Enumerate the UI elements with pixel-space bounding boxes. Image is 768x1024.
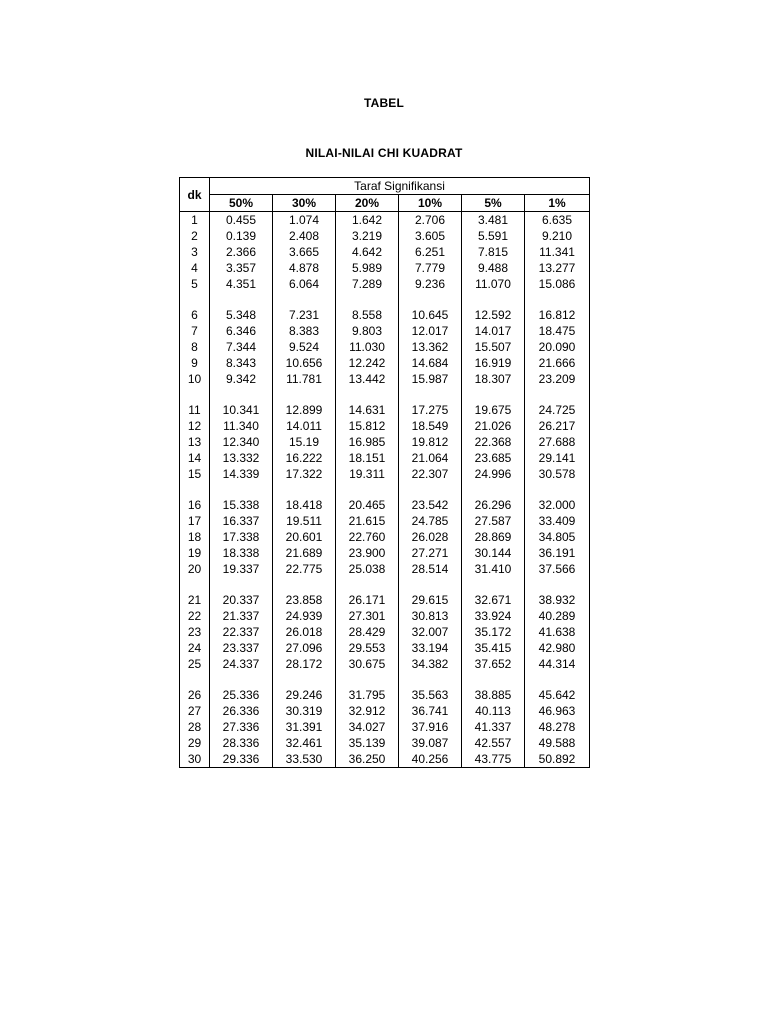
table-row — [180, 624, 590, 640]
value-cell: 27.336 — [210, 719, 273, 735]
value-cell: 20.465 — [336, 497, 399, 513]
table-row — [180, 450, 590, 466]
value-cell: 39.087 — [399, 735, 462, 751]
value-cell: 28.514 — [399, 561, 462, 577]
value-cell: 32.671 — [462, 592, 525, 608]
value-cell: 29.553 — [336, 640, 399, 656]
value-cell: 40.289 — [538, 609, 576, 623]
dk-cell: 22 — [180, 608, 210, 624]
value-cell: 43.775 — [462, 751, 525, 768]
value-cell: 9.342 — [210, 371, 273, 387]
table-row — [180, 703, 590, 719]
value-cell: 7.289 — [336, 276, 399, 292]
value-cell: 24.725 — [538, 403, 576, 417]
dk-cell: 15 — [180, 466, 210, 482]
value-cell: 14.684 — [399, 355, 462, 371]
value-cell: 8.383 — [273, 323, 336, 339]
value-cell: 5.591 — [462, 228, 525, 244]
value-cell: 19.812 — [399, 434, 462, 450]
value-cell: 30.319 — [273, 703, 336, 719]
value-cell: 29.336 — [210, 751, 273, 768]
value-cell: 23.337 — [210, 640, 273, 656]
dk-cell: 7 — [180, 323, 210, 339]
value-cell: 30.578 — [538, 467, 576, 481]
value-cell: 3.219 — [336, 228, 399, 244]
dk-cell: 19 — [180, 545, 210, 561]
value-cell: 1.642 — [336, 212, 399, 229]
column-header: 1% — [525, 195, 590, 212]
value-cell: 7.779 — [399, 260, 462, 276]
value-cell: 36.191 — [538, 546, 576, 560]
value-cell: 19.337 — [210, 561, 273, 577]
value-cell: 14.631 — [336, 402, 399, 418]
value-cell: 0.139 — [210, 228, 273, 244]
table-row — [180, 244, 590, 260]
value-cell: 34.382 — [399, 656, 462, 672]
value-cell: 15.19 — [273, 434, 336, 450]
value-cell: 21.615 — [336, 513, 399, 529]
value-cell: 21.064 — [399, 450, 462, 466]
value-cell: 25.038 — [336, 561, 399, 577]
spacer-row — [180, 672, 590, 687]
spacer-row — [180, 292, 590, 307]
table-title: NILAI-NILAI CHI KUADRAT — [305, 146, 463, 160]
value-cell: 2.408 — [273, 228, 336, 244]
value-cell: 27.096 — [273, 640, 336, 656]
value-cell: 26.336 — [210, 703, 273, 719]
value-cell: 4.351 — [210, 276, 273, 292]
value-cell: 4.642 — [336, 244, 399, 260]
value-cell: 6.064 — [273, 276, 336, 292]
value-cell: 5.989 — [336, 260, 399, 276]
value-cell: 22.337 — [210, 624, 273, 640]
value-cell: 12.899 — [273, 402, 336, 418]
dk-header: dk — [180, 178, 210, 212]
column-header: 5% — [462, 195, 525, 212]
value-cell: 20.601 — [273, 529, 336, 545]
value-cell: 22.307 — [399, 466, 462, 482]
dk-cell: 20 — [180, 561, 210, 577]
value-cell: 19.511 — [273, 513, 336, 529]
value-cell: 27.301 — [336, 608, 399, 624]
table-row — [180, 751, 590, 768]
dk-cell: 26 — [180, 687, 210, 703]
value-cell: 26.171 — [336, 592, 399, 608]
dk-cell: 10 — [180, 371, 210, 387]
value-cell: 9.210 — [542, 229, 573, 243]
table-row — [180, 529, 590, 545]
value-cell: 3.665 — [273, 244, 336, 260]
value-cell: 35.172 — [462, 624, 525, 640]
value-cell: 24.785 — [399, 513, 462, 529]
value-cell: 3.481 — [462, 212, 525, 229]
value-cell: 9.236 — [399, 276, 462, 292]
dk-cell: 28 — [180, 719, 210, 735]
table-row — [180, 640, 590, 656]
value-cell: 34.027 — [336, 719, 399, 735]
value-cell: 34.805 — [538, 530, 576, 544]
value-cell: 15.812 — [336, 418, 399, 434]
value-cell: 28.869 — [462, 529, 525, 545]
column-header: 50% — [210, 195, 273, 212]
value-cell: 18.475 — [538, 324, 576, 338]
dk-cell: 17 — [180, 513, 210, 529]
value-cell: 18.151 — [336, 450, 399, 466]
dk-cell: 27 — [180, 703, 210, 719]
value-cell: 50.892 — [538, 752, 576, 766]
value-cell: 7.231 — [273, 307, 336, 323]
table-row — [180, 561, 590, 577]
value-cell: 12.242 — [336, 355, 399, 371]
dk-cell: 5 — [180, 276, 210, 292]
table-row — [180, 323, 590, 339]
table-row — [180, 260, 590, 276]
value-cell: 7.344 — [210, 339, 273, 355]
value-cell: 27.688 — [538, 435, 576, 449]
dk-cell: 14 — [180, 450, 210, 466]
value-cell: 33.924 — [462, 608, 525, 624]
value-cell: 25.336 — [210, 687, 273, 703]
value-cell: 11.070 — [462, 276, 525, 292]
table-row — [180, 656, 590, 672]
value-cell: 4.878 — [273, 260, 336, 276]
value-cell: 30.813 — [399, 608, 462, 624]
value-cell: 17.338 — [210, 529, 273, 545]
table-row — [180, 355, 590, 371]
value-cell: 15.338 — [210, 497, 273, 513]
value-cell: 2.706 — [399, 212, 462, 229]
value-cell: 6.251 — [399, 244, 462, 260]
value-cell: 31.795 — [336, 687, 399, 703]
value-cell: 11.030 — [336, 339, 399, 355]
value-cell: 29.615 — [399, 592, 462, 608]
dk-cell: 16 — [180, 497, 210, 513]
value-cell: 18.338 — [210, 545, 273, 561]
value-cell: 13.277 — [538, 261, 576, 275]
value-cell: 17.275 — [399, 402, 462, 418]
table-row — [180, 608, 590, 624]
value-cell: 26.028 — [399, 529, 462, 545]
value-cell: 20.090 — [538, 340, 576, 354]
value-cell: 16.919 — [462, 355, 525, 371]
value-cell: 12.340 — [210, 434, 273, 450]
value-cell: 22.775 — [273, 561, 336, 577]
value-cell: 23.542 — [399, 497, 462, 513]
value-cell: 38.885 — [462, 687, 525, 703]
value-cell: 13.362 — [399, 339, 462, 355]
value-cell: 37.652 — [462, 656, 525, 672]
value-cell: 40.256 — [399, 751, 462, 768]
table-row — [180, 371, 590, 387]
value-cell: 18.418 — [273, 497, 336, 513]
table-row — [180, 719, 590, 735]
value-cell: 0.455 — [210, 212, 273, 229]
value-cell: 9.488 — [462, 260, 525, 276]
value-cell: 15.987 — [399, 371, 462, 387]
dk-cell: 3 — [180, 244, 210, 260]
value-cell: 14.339 — [210, 466, 273, 482]
value-cell: 16.222 — [273, 450, 336, 466]
value-cell: 6.635 — [542, 213, 573, 227]
value-cell: 9.803 — [336, 323, 399, 339]
value-cell: 41.337 — [462, 719, 525, 735]
value-cell: 24.939 — [273, 608, 336, 624]
value-cell: 3.605 — [399, 228, 462, 244]
chi-square-table — [179, 177, 590, 768]
dk-cell: 6 — [180, 307, 210, 323]
value-cell: 27.587 — [462, 513, 525, 529]
table-row — [180, 418, 590, 434]
value-cell: 18.549 — [399, 418, 462, 434]
value-cell: 21.337 — [210, 608, 273, 624]
table-row — [180, 434, 590, 450]
value-cell: 29.246 — [273, 687, 336, 703]
value-cell: 13.442 — [336, 371, 399, 387]
value-cell: 10.645 — [399, 307, 462, 323]
table-row — [180, 402, 590, 418]
value-cell: 26.018 — [273, 624, 336, 640]
value-cell: 13.332 — [210, 450, 273, 466]
value-cell: 21.689 — [273, 545, 336, 561]
value-cell: 30.675 — [336, 656, 399, 672]
significance-header: Taraf Signifikansi — [210, 178, 590, 195]
value-cell: 10.656 — [273, 355, 336, 371]
value-cell: 11.341 — [539, 245, 575, 259]
dk-cell: 8 — [180, 339, 210, 355]
value-cell: 36.250 — [336, 751, 399, 768]
column-header: 30% — [273, 195, 336, 212]
value-cell: 11.781 — [273, 371, 336, 387]
page-title: TABEL — [363, 96, 405, 110]
value-cell: 40.113 — [462, 703, 525, 719]
spacer-row — [180, 577, 590, 592]
dk-cell: 21 — [180, 592, 210, 608]
column-header: 10% — [399, 195, 462, 212]
value-cell: 16.337 — [210, 513, 273, 529]
table-row — [180, 545, 590, 561]
value-cell: 31.410 — [462, 561, 525, 577]
value-cell: 48.278 — [538, 720, 576, 734]
dk-cell: 2 — [180, 228, 210, 244]
dk-cell: 24 — [180, 640, 210, 656]
value-cell: 22.760 — [336, 529, 399, 545]
value-cell: 23.900 — [336, 545, 399, 561]
dk-cell: 9 — [180, 355, 210, 371]
value-cell: 32.000 — [538, 498, 576, 512]
value-cell: 41.638 — [538, 625, 576, 639]
value-cell: 16.812 — [538, 308, 576, 322]
value-cell: 11.340 — [210, 418, 273, 434]
value-cell: 29.141 — [538, 451, 576, 465]
value-cell: 36.741 — [399, 703, 462, 719]
value-cell: 24.996 — [462, 466, 525, 482]
value-cell: 27.271 — [399, 545, 462, 561]
dk-cell: 23 — [180, 624, 210, 640]
value-cell: 15.086 — [538, 277, 576, 291]
value-cell: 6.346 — [210, 323, 273, 339]
value-cell: 42.557 — [462, 735, 525, 751]
table-row — [180, 307, 590, 323]
value-cell: 32.461 — [273, 735, 336, 751]
value-cell: 28.429 — [336, 624, 399, 640]
value-cell: 1.074 — [273, 212, 336, 229]
table-row — [180, 339, 590, 355]
value-cell: 21.026 — [462, 418, 525, 434]
value-cell: 8.558 — [336, 307, 399, 323]
value-cell: 35.563 — [399, 687, 462, 703]
value-cell: 20.337 — [210, 592, 273, 608]
value-cell: 46.963 — [538, 704, 576, 718]
value-cell: 21.666 — [538, 356, 576, 370]
value-cell: 33.530 — [273, 751, 336, 768]
value-cell: 30.144 — [462, 545, 525, 561]
table-body — [180, 212, 590, 768]
value-cell: 45.642 — [538, 688, 576, 702]
value-cell: 23.685 — [462, 450, 525, 466]
value-cell: 35.415 — [462, 640, 525, 656]
column-header: 20% — [336, 195, 399, 212]
table-row — [180, 592, 590, 608]
value-cell: 17.322 — [273, 466, 336, 482]
value-cell: 32.912 — [336, 703, 399, 719]
value-cell: 14.017 — [462, 323, 525, 339]
value-cell: 16.985 — [336, 434, 399, 450]
value-cell: 35.139 — [336, 735, 399, 751]
value-cell: 19.675 — [462, 402, 525, 418]
value-cell: 12.592 — [462, 307, 525, 323]
dk-cell: 25 — [180, 656, 210, 672]
value-cell: 31.391 — [273, 719, 336, 735]
dk-cell: 1 — [180, 212, 210, 229]
table-row — [180, 212, 590, 229]
value-cell: 23.209 — [538, 372, 576, 386]
value-cell: 22.368 — [462, 434, 525, 450]
value-cell: 28.172 — [273, 656, 336, 672]
value-cell: 26.217 — [538, 419, 576, 433]
dk-cell: 18 — [180, 529, 210, 545]
table-row — [180, 276, 590, 292]
dk-cell: 11 — [180, 402, 210, 418]
value-cell: 23.858 — [273, 592, 336, 608]
value-cell: 49.588 — [538, 736, 576, 750]
value-cell: 8.343 — [210, 355, 273, 371]
value-cell: 19.311 — [336, 466, 399, 482]
table-row — [180, 735, 590, 751]
value-cell: 33.194 — [399, 640, 462, 656]
value-cell: 5.348 — [210, 307, 273, 323]
value-cell: 3.357 — [210, 260, 273, 276]
table-row — [180, 466, 590, 482]
value-cell: 14.011 — [273, 418, 336, 434]
value-cell: 37.916 — [399, 719, 462, 735]
value-cell: 24.337 — [210, 656, 273, 672]
table-row — [180, 497, 590, 513]
table-row — [180, 513, 590, 529]
value-cell: 33.409 — [538, 514, 576, 528]
value-cell: 2.366 — [210, 244, 273, 260]
value-cell: 32.007 — [399, 624, 462, 640]
table-row — [180, 687, 590, 703]
spacer-row — [180, 387, 590, 402]
value-cell: 26.296 — [462, 497, 525, 513]
value-cell: 12.017 — [399, 323, 462, 339]
value-cell: 9.524 — [273, 339, 336, 355]
value-cell: 42.980 — [538, 641, 576, 655]
value-cell: 15.507 — [462, 339, 525, 355]
value-cell: 44.314 — [538, 657, 576, 671]
dk-cell: 4 — [180, 260, 210, 276]
value-cell: 10.341 — [210, 402, 273, 418]
dk-cell: 29 — [180, 735, 210, 751]
value-cell: 7.815 — [462, 244, 525, 260]
dk-cell: 12 — [180, 418, 210, 434]
dk-cell: 13 — [180, 434, 210, 450]
spacer-row — [180, 482, 590, 497]
value-cell: 28.336 — [210, 735, 273, 751]
value-cell: 18.307 — [462, 371, 525, 387]
table-row — [180, 228, 590, 244]
value-cell: 37.566 — [538, 562, 576, 576]
dk-cell: 30 — [180, 751, 210, 768]
value-cell: 38.932 — [538, 593, 576, 607]
